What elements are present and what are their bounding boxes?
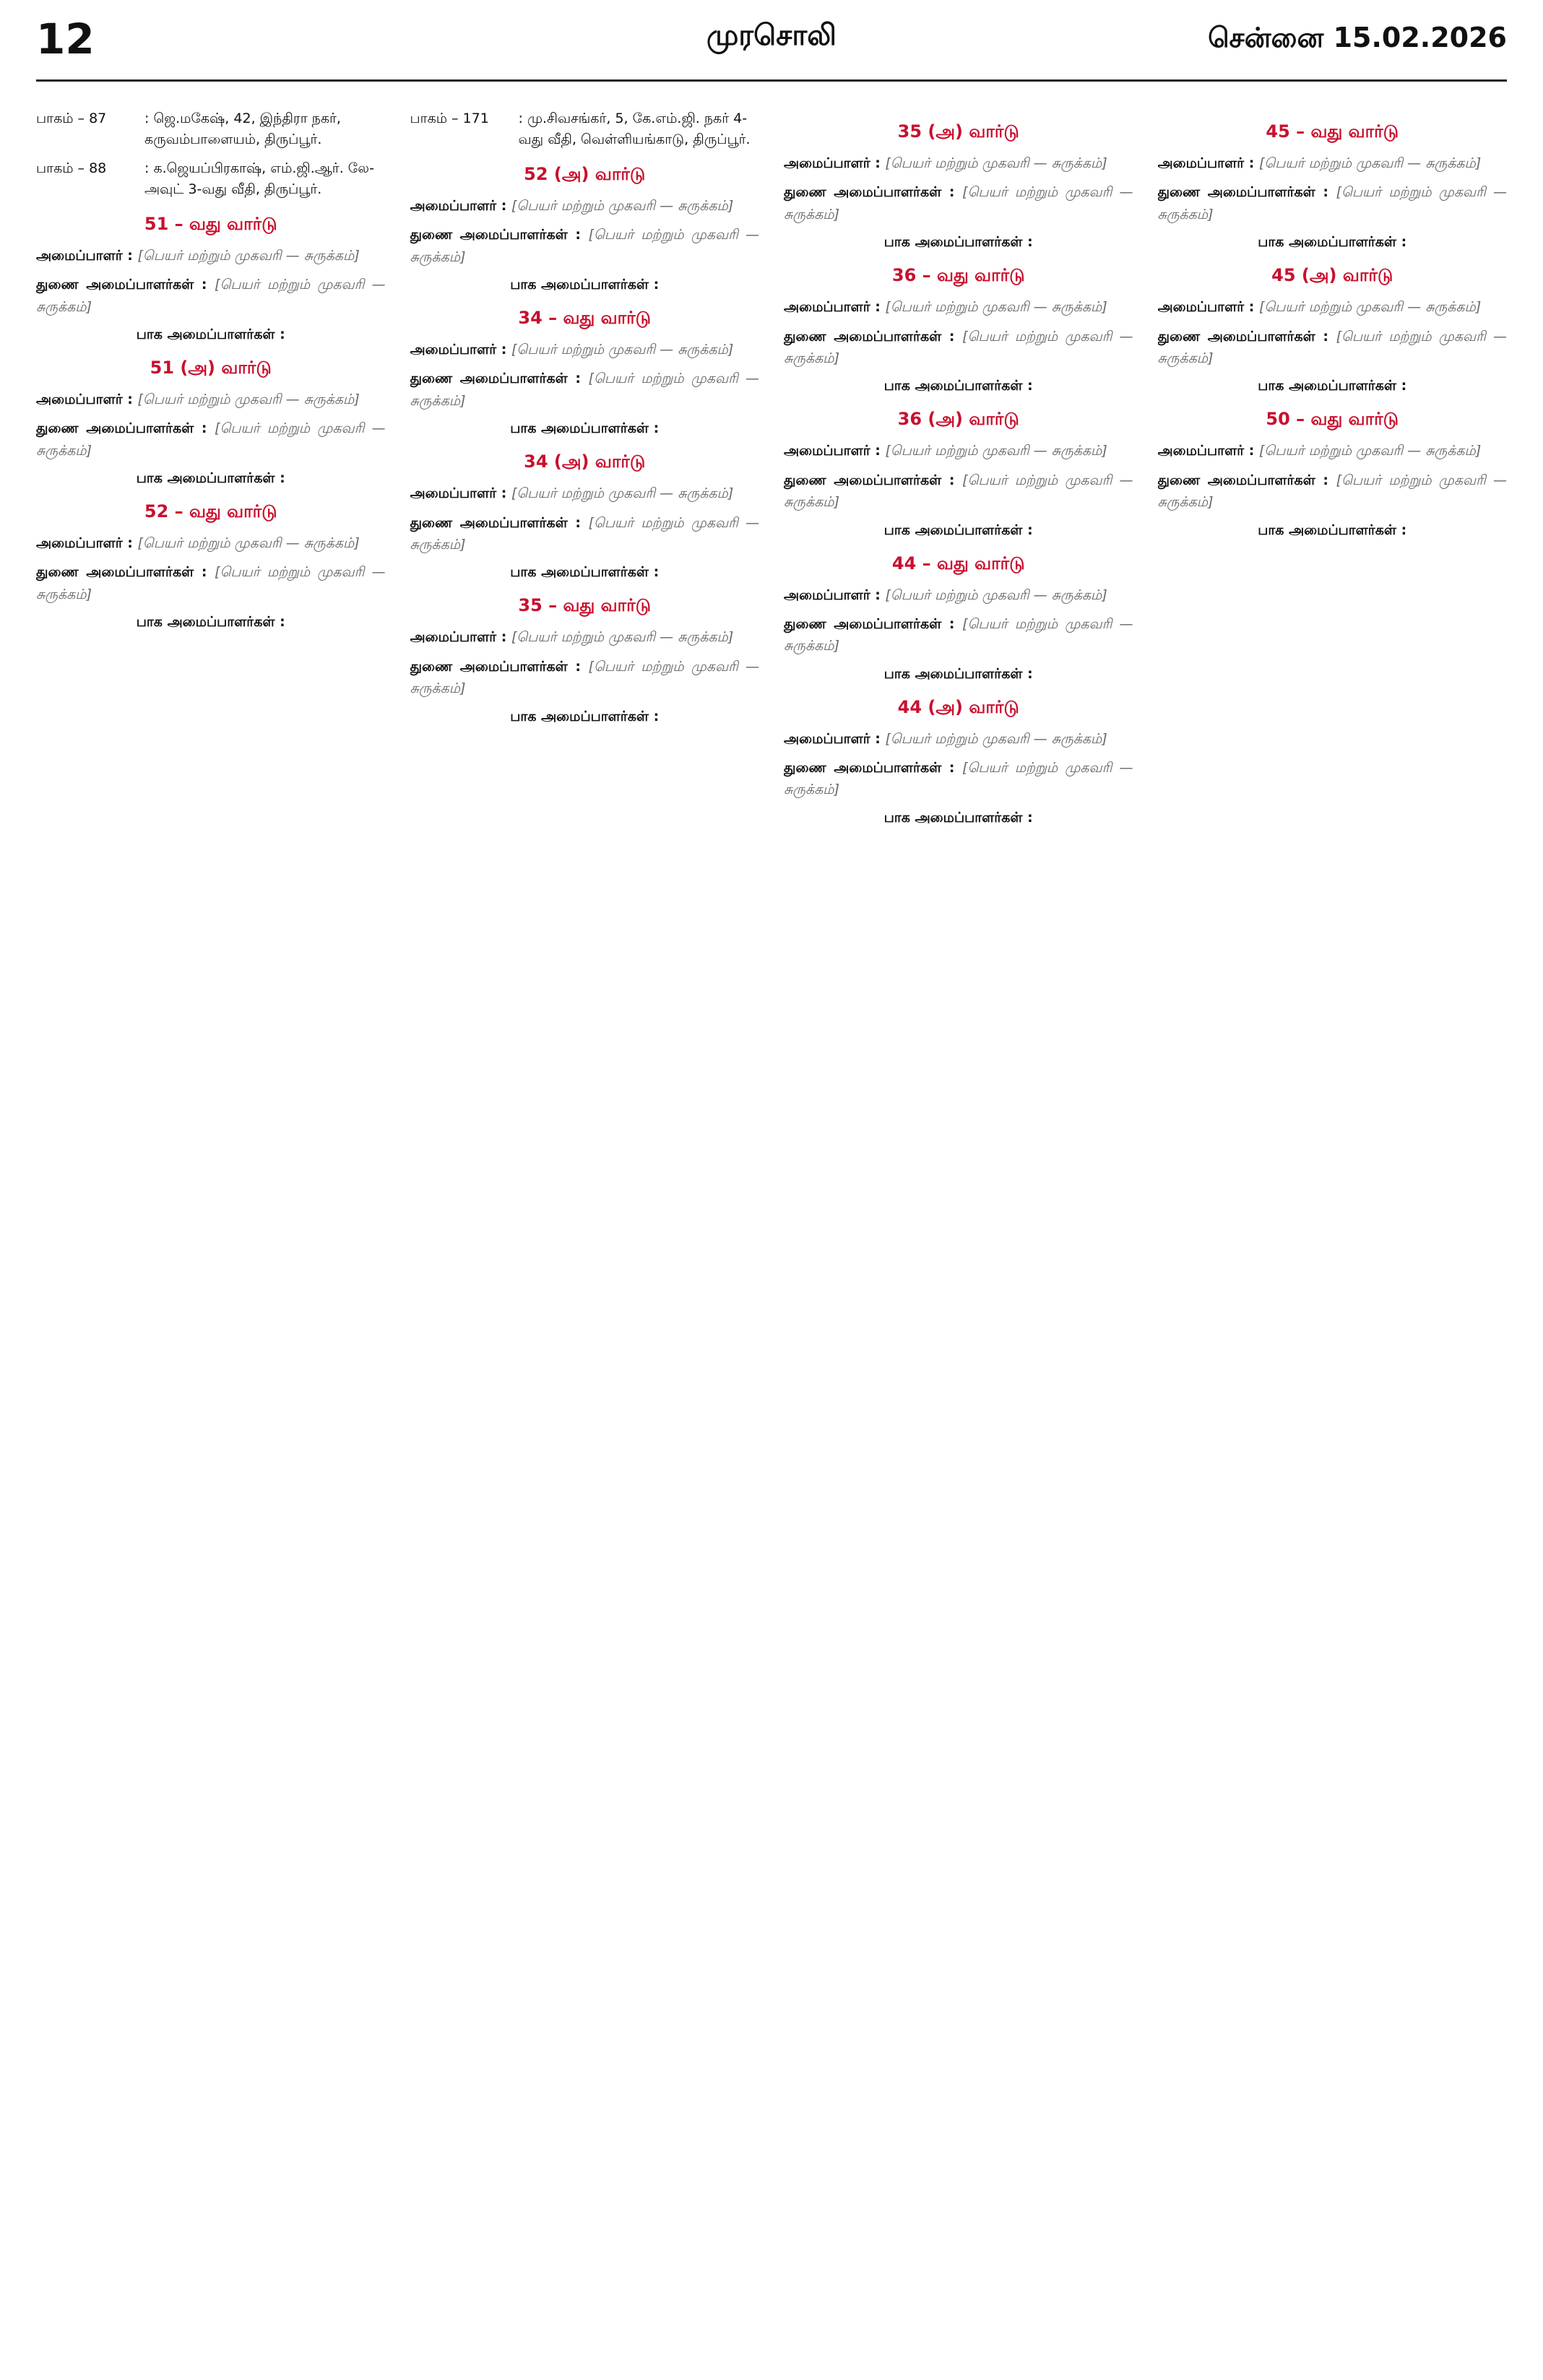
organiser-para xyxy=(1158,296,1508,318)
organiser-label: அமைப்பாளர் : xyxy=(410,629,511,646)
booth-subheading: பாக அமைப்பாளர்கள் : xyxy=(136,470,285,487)
deputy-excerpt: [பெயர் மற்றும் முகவரி — சுருக்கம்] xyxy=(410,227,759,265)
deputy-excerpt: [பெயர் மற்றும் முகவரி — சுருக்கம்] xyxy=(1157,472,1507,511)
booth-person: : மு.சிவசங்கர், 5, கே.எம்.ஜி. நகர் 4-வது வீதி, வெள்ளியங்காடு, திருப்பூர். xyxy=(518,111,751,148)
organiser-excerpt: [பெயர் மற்றும் முகவரி — சுருக்கம்] xyxy=(885,299,1107,316)
booth-subheading: பாக அமைப்பாளர்கள் : xyxy=(510,564,660,581)
organiser-excerpt: [பெயர் மற்றும் முகவரி — சுருக்கம்] xyxy=(885,155,1107,171)
deputy-para xyxy=(784,757,1133,801)
organiser-label: அமைப்பாளர் : xyxy=(784,443,886,459)
booth-subheading: பாக அமைப்பாளர்கள் : xyxy=(136,614,285,631)
column xyxy=(784,108,1133,2351)
organiser-excerpt: [பெயர் மற்றும் முகவரி — சுருக்கம்] xyxy=(137,391,360,407)
deputy-label: துணை அமைப்பாளர்கள் : xyxy=(410,371,589,387)
booth-entry xyxy=(36,158,386,201)
organiser-excerpt: [பெயர் மற்றும் முகவரி — சுருக்கம்] xyxy=(1259,155,1482,171)
ward-heading: 36 – வது வார்டு xyxy=(891,265,1025,286)
organiser-label: அமைப்பாளர் : xyxy=(1157,443,1259,459)
masthead xyxy=(36,0,1507,82)
deputy-label: துணை அமைப்பாளர்கள் : xyxy=(36,277,215,293)
organiser-label: அமைப்பாளர் : xyxy=(784,587,886,603)
deputy-label: துணை அமைப்பாளர்கள் : xyxy=(784,328,963,345)
deputy-excerpt: [பெயர் மற்றும் முகவரி — சுருக்கம்] xyxy=(784,615,1133,654)
organiser-para xyxy=(410,626,760,648)
organiser-excerpt: [பெயர் மற்றும் முகவரி — சுருக்கம்] xyxy=(1259,299,1482,316)
organiser-para xyxy=(410,195,760,217)
ward-heading: 35 (அ) வார்டு xyxy=(897,121,1019,142)
ward-heading: 50 – வது வார்டு xyxy=(1266,409,1399,430)
organiser-excerpt: [பெயர் மற்றும் முகவரி — சுருக்கம்] xyxy=(511,197,734,214)
booth-person: : ஜெ.மகேஷ், 42, இந்திரா நகர், கருவம்பாளையம், திருப்பூர். xyxy=(144,111,341,148)
ward-heading: 45 (அ) வார்டு xyxy=(1271,265,1393,286)
organiser-para xyxy=(410,339,760,360)
organiser-para xyxy=(1158,440,1508,462)
deputy-para xyxy=(410,368,760,412)
article-columns xyxy=(36,108,1507,2351)
booth-subheading: பாக அமைப்பாளர்கள் : xyxy=(1258,522,1407,538)
organiser-label: அமைப்பாளர் : xyxy=(36,535,138,552)
deputy-excerpt: [பெயர் மற்றும் முகவரி — சுருக்கம்] xyxy=(784,472,1133,511)
deputy-para xyxy=(1158,181,1508,225)
organiser-label: அமைப்பாளர் : xyxy=(1157,299,1259,316)
deputy-excerpt: [பெயர் மற்றும் முகவரி — சுருக்கம்] xyxy=(784,760,1133,798)
booth-subheading: பாக அமைப்பாளர்கள் : xyxy=(510,420,660,437)
booth-subheading: பாக அமைப்பாளர்கள் : xyxy=(883,665,1033,682)
deputy-para xyxy=(1158,469,1508,514)
deputy-para xyxy=(1158,326,1508,370)
page-number: 12 xyxy=(36,14,95,64)
organiser-para xyxy=(784,584,1133,606)
deputy-para xyxy=(36,417,386,462)
deputy-label: துணை அமைப்பாளர்கள் : xyxy=(410,227,589,243)
deputy-label: துணை அமைப்பாளர்கள் : xyxy=(36,564,215,581)
deputy-para xyxy=(410,656,760,700)
ward-heading: 34 (அ) வார்டு xyxy=(524,451,646,472)
deputy-excerpt: [பெயர் மற்றும் முகவரி — சுருக்கம்] xyxy=(36,420,386,459)
organiser-label: அமைப்பாளர் : xyxy=(784,730,886,747)
deputy-label: துணை அமைப்பாளர்கள் : xyxy=(410,514,589,531)
organiser-label: அமைப்பாளர் : xyxy=(410,197,511,214)
organiser-excerpt: [பெயர் மற்றும் முகவரி — சுருக்கம்] xyxy=(511,342,734,358)
deputy-para xyxy=(784,469,1133,514)
deputy-para xyxy=(410,224,760,268)
deputy-excerpt: [பெயர் மற்றும் முகவரி — சுருக்கம்] xyxy=(1157,184,1507,222)
deputy-excerpt: [பெயர் மற்றும் முகவரி — சுருக்கம்] xyxy=(36,277,386,315)
deputy-label: துணை அமைப்பாளர்கள் : xyxy=(36,420,215,437)
organiser-para xyxy=(36,532,386,554)
organiser-para xyxy=(36,389,386,410)
organiser-para xyxy=(784,296,1133,318)
column xyxy=(410,108,760,2351)
organiser-label: அமைப்பாளர் : xyxy=(36,391,138,407)
booth-subheading: பாக அமைப்பாளர்கள் : xyxy=(510,708,660,724)
booth-subheading: பாக அமைப்பாளர்கள் : xyxy=(883,809,1033,826)
booth-number: பாகம் – 87 xyxy=(36,111,107,126)
organiser-label: அமைப்பாளர் : xyxy=(36,247,138,264)
deputy-excerpt: [பெயர் மற்றும் முகவரி — சுருக்கம்] xyxy=(410,658,759,697)
organiser-excerpt: [பெயர் மற்றும் முகவரி — சுருக்கம்] xyxy=(511,485,734,502)
booth-subheading: பாக அமைப்பாளர்கள் : xyxy=(883,234,1033,251)
deputy-excerpt: [பெயர் மற்றும் முகவரி — சுருக்கம்] xyxy=(36,564,386,602)
organiser-para xyxy=(784,440,1133,462)
ward-heading: 36 (அ) வார்டு xyxy=(897,409,1019,430)
paper-name: முரசொலி xyxy=(706,19,837,52)
booth-number: பாகம் – 171 xyxy=(410,111,489,126)
deputy-para xyxy=(784,181,1133,225)
booth-subheading: பாக அமைப்பாளர்கள் : xyxy=(1258,234,1407,251)
deputy-label: துணை அமைப்பாளர்கள் : xyxy=(1157,184,1336,201)
booth-subheading: பாக அமைப்பாளர்கள் : xyxy=(510,277,660,293)
organiser-label: அமைப்பாளர் : xyxy=(410,342,511,358)
organiser-excerpt: [பெயர் மற்றும் முகவரி — சுருக்கம்] xyxy=(137,535,360,552)
deputy-excerpt: [பெயர் மற்றும் முகவரி — சுருக்கம்] xyxy=(410,371,759,409)
booth-number: பாகம் – 88 xyxy=(36,160,107,176)
deputy-label: துணை அமைப்பாளர்கள் : xyxy=(1157,472,1336,488)
ward-heading: 52 (அ) வார்டு xyxy=(524,163,646,184)
deputy-excerpt: [பெயர் மற்றும் முகவரி — சுருக்கம்] xyxy=(784,184,1133,222)
organiser-excerpt: [பெயர் மற்றும் முகவரி — சுருக்கம்] xyxy=(885,443,1107,459)
deputy-excerpt: [பெயர் மற்றும் முகவரி — சுருக்கம்] xyxy=(1157,328,1507,366)
column xyxy=(36,108,386,2351)
organiser-excerpt: [பெயர் மற்றும் முகவரி — சுருக்கம்] xyxy=(1259,443,1482,459)
organiser-para xyxy=(784,728,1133,750)
deputy-label: துணை அமைப்பாளர்கள் : xyxy=(784,184,963,201)
deputy-para xyxy=(36,561,386,605)
ward-heading: 52 – வது வார்டு xyxy=(144,501,277,522)
booth-person: : க.ஜெயப்பிரகாஷ், எம்.ஜி.ஆர். லே-அவுட் 3-வது வீதி, திருப்பூர். xyxy=(144,160,374,198)
ward-heading: 44 (அ) வார்டு xyxy=(897,696,1019,717)
organiser-para xyxy=(784,152,1133,174)
deputy-para xyxy=(36,274,386,318)
booth-entry xyxy=(36,108,386,151)
organiser-para xyxy=(36,245,386,267)
organiser-excerpt: [பெயர் மற்றும் முகவரி — சுருக்கம்] xyxy=(137,247,360,264)
ward-heading: 44 – வது வார்டு xyxy=(891,553,1025,574)
booth-subheading: பாக அமைப்பாளர்கள் : xyxy=(883,378,1033,394)
organiser-excerpt: [பெயர் மற்றும் முகவரி — சுருக்கம்] xyxy=(885,730,1107,747)
booth-subheading: பாக அமைப்பாளர்கள் : xyxy=(136,326,285,342)
deputy-label: துணை அமைப்பாளர்கள் : xyxy=(784,472,963,488)
ward-heading: 45 – வது வார்டு xyxy=(1266,121,1399,142)
deputy-label: துணை அமைப்பாளர்கள் : xyxy=(784,760,963,776)
ward-heading: 35 – வது வார்டு xyxy=(518,595,652,616)
organiser-para xyxy=(410,483,760,504)
deputy-label: துணை அமைப்பாளர்கள் : xyxy=(1157,328,1336,345)
deputy-para xyxy=(410,512,760,556)
booth-subheading: பாக அமைப்பாளர்கள் : xyxy=(883,522,1033,538)
deputy-para xyxy=(784,613,1133,657)
organiser-label: அமைப்பாளர் : xyxy=(784,299,886,316)
organiser-label: அமைப்பாளர் : xyxy=(410,485,511,502)
deputy-label: துணை அமைப்பாளர்கள் : xyxy=(410,658,589,675)
booth-entry xyxy=(410,108,760,151)
organiser-excerpt: [பெயர் மற்றும் முகவரி — சுருக்கம்] xyxy=(885,587,1107,603)
booth-subheading: பாக அமைப்பாளர்கள் : xyxy=(1258,378,1407,394)
ward-heading: 51 (அ) வார்டு xyxy=(150,357,272,378)
organiser-label: அமைப்பாளர் : xyxy=(1157,155,1259,171)
ward-heading: 51 – வது வார்டு xyxy=(144,213,277,234)
dateline: சென்னை 15.02.2026 xyxy=(1208,22,1507,53)
organiser-excerpt: [பெயர் மற்றும் முகவரி — சுருக்கம்] xyxy=(511,629,734,646)
deputy-excerpt: [பெயர் மற்றும் முகவரி — சுருக்கம்] xyxy=(410,514,759,553)
ward-heading: 34 – வது வார்டு xyxy=(518,308,652,329)
deputy-label: துணை அமைப்பாளர்கள் : xyxy=(784,615,963,632)
deputy-para xyxy=(784,326,1133,370)
deputy-excerpt: [பெயர் மற்றும் முகவரி — சுருக்கம்] xyxy=(784,328,1133,366)
organiser-para xyxy=(1158,152,1508,174)
column xyxy=(1158,108,1508,2351)
organiser-label: அமைப்பாளர் : xyxy=(784,155,886,171)
